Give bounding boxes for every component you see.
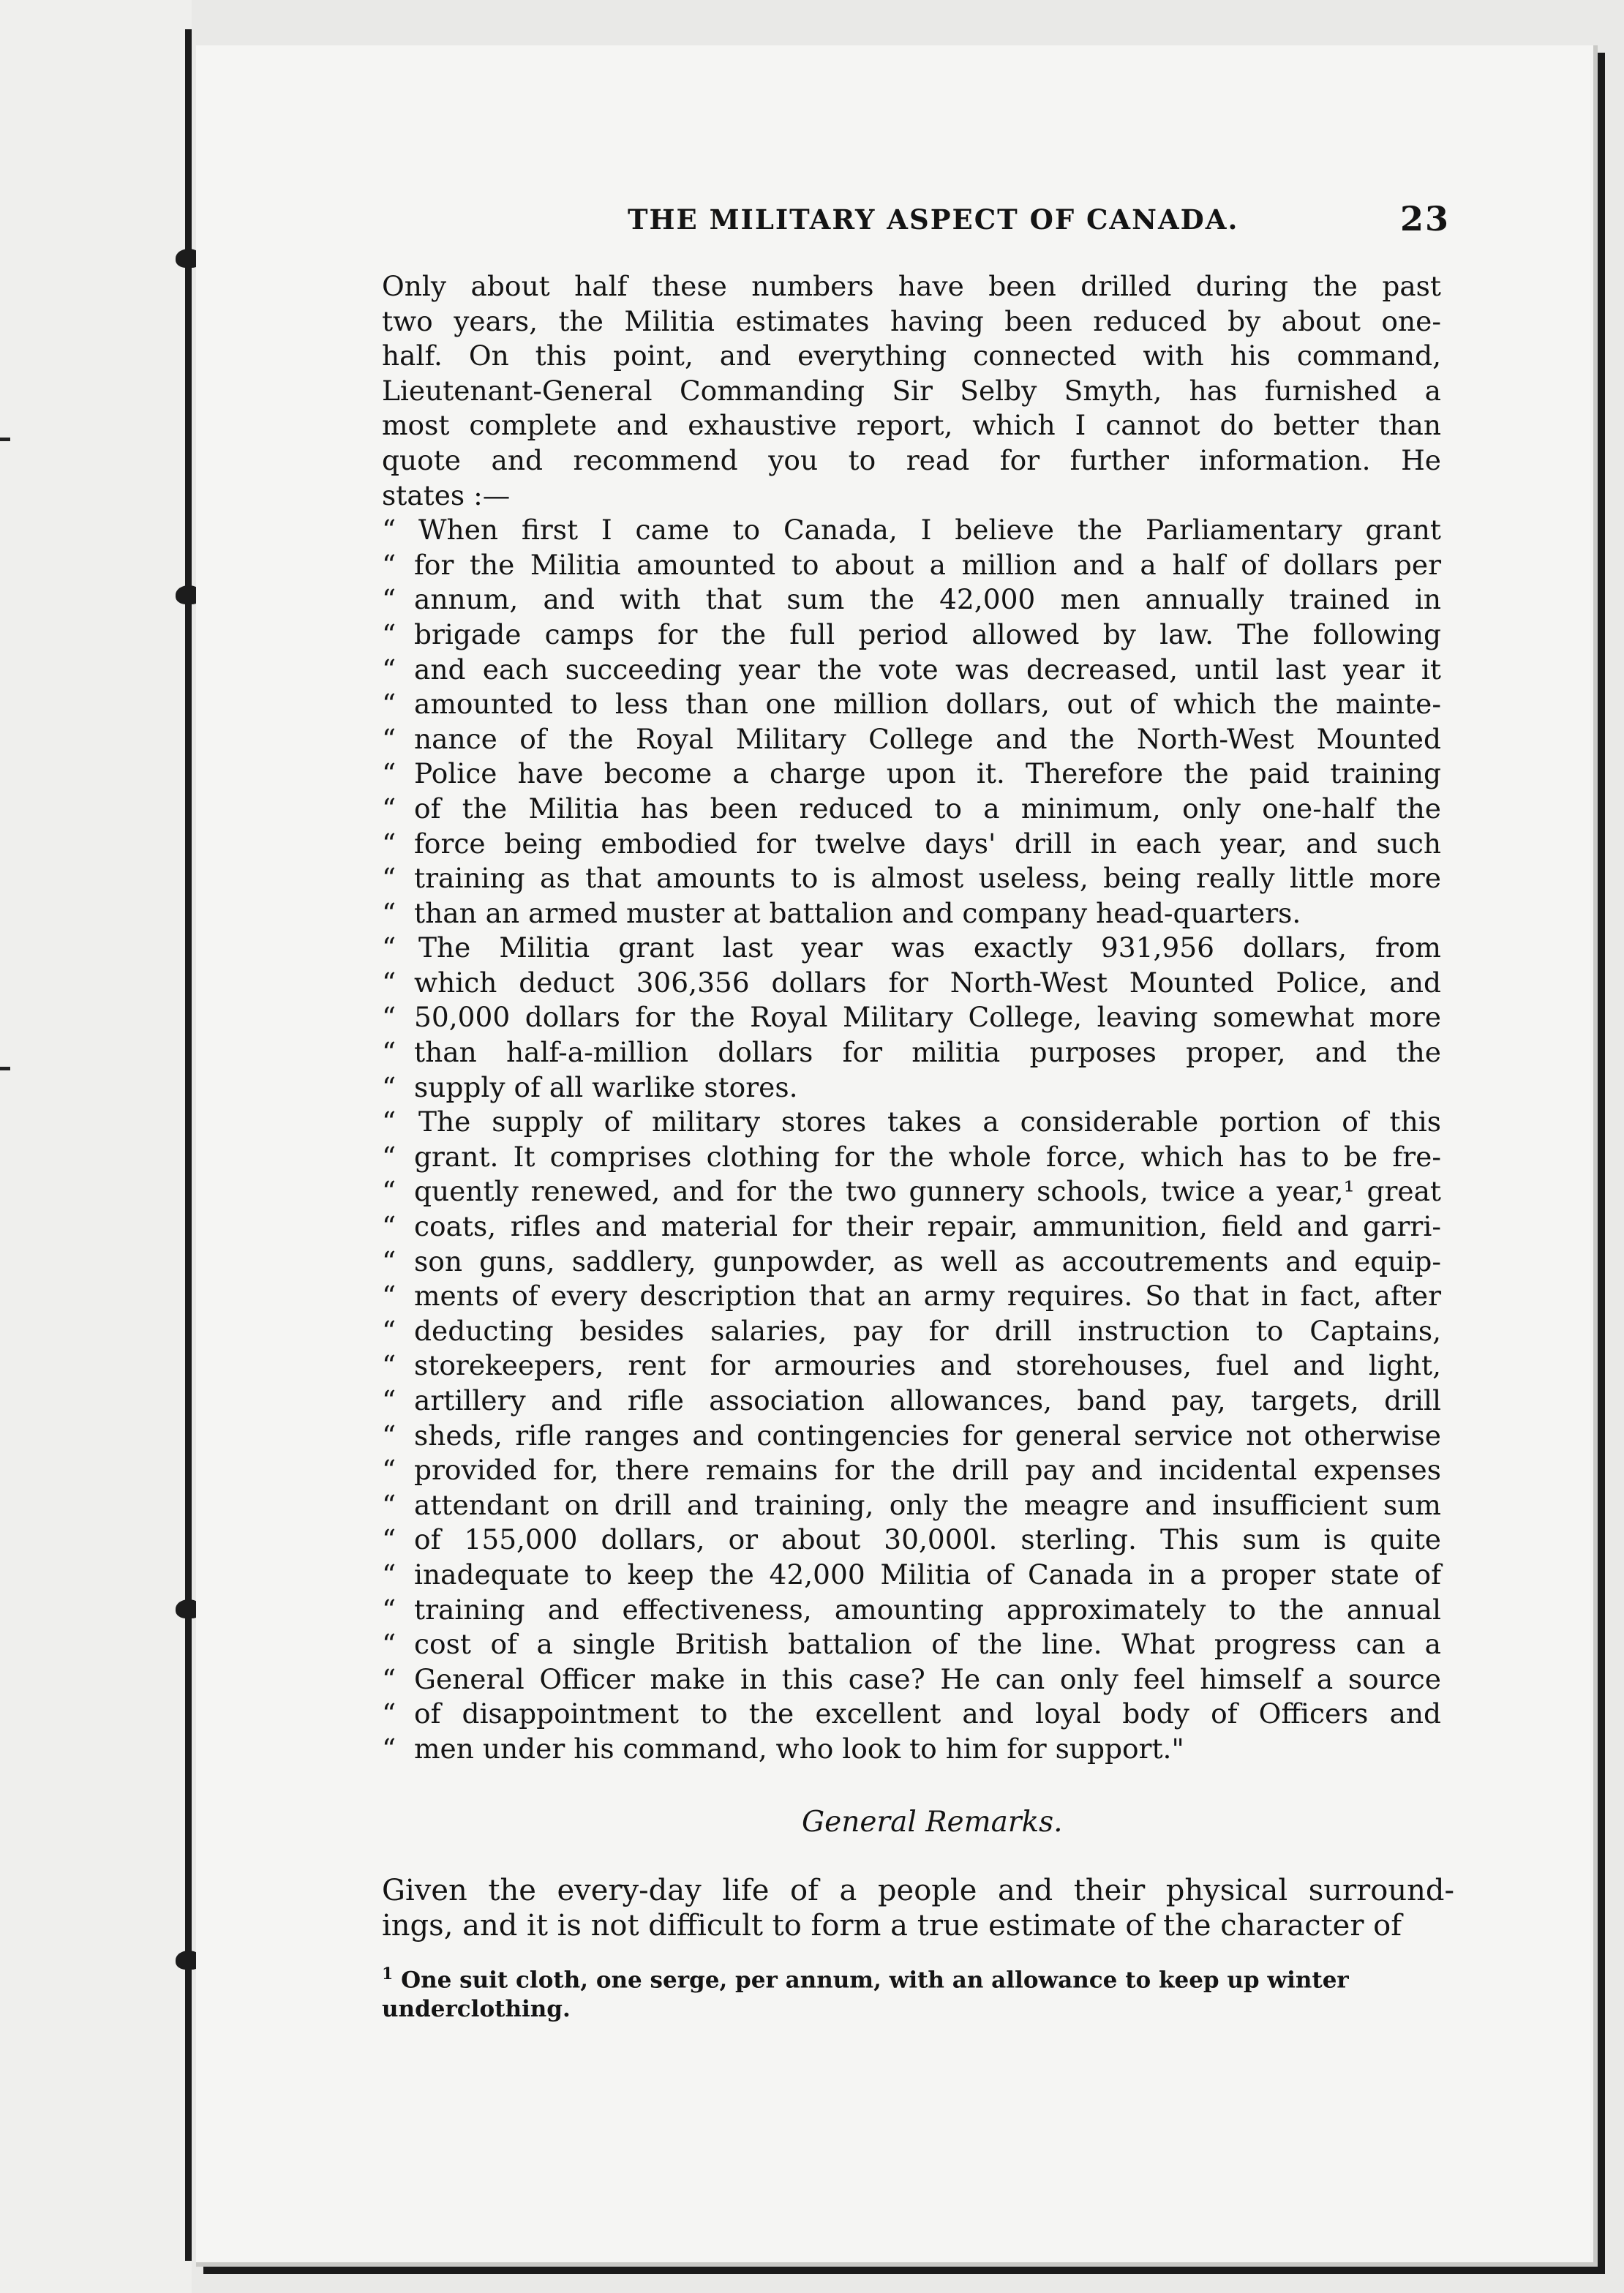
text-line — [382, 1662, 1441, 1697]
text-line — [382, 1035, 1441, 1070]
line-text: Lieutenant-General Commanding Sir Selby Smyth, has furnished a — [382, 374, 1441, 407]
quote-mark: “ — [382, 827, 396, 860]
line-text: than half-a-million dollars for militia purposes proper, and the — [414, 1036, 1441, 1069]
quote-mark: “ — [382, 618, 396, 650]
quotation-paragraph — [382, 1105, 1441, 1766]
footnote-text: One suit cloth, one serge, per annum, with an allowance to keep up winter underclothing. — [382, 1967, 1349, 2023]
line-text: quote and recommend you to read for further information. He — [382, 443, 1441, 476]
line-text: for the Militia amounted to about a million and a half of dollars per — [414, 548, 1441, 581]
quote-mark: “ — [382, 1140, 396, 1173]
line-text: ments of every description that an army requires. So that in fact, after — [414, 1280, 1441, 1313]
line-text: most complete and exhaustive report, which I cannot do better than — [382, 409, 1441, 442]
text-line — [382, 827, 1441, 862]
quote-mark: “ — [382, 896, 396, 929]
text-line — [382, 1523, 1441, 1558]
text-line — [382, 1314, 1441, 1349]
line-text: force being embodied for twelve days' drill in each year, and such — [414, 827, 1441, 860]
line-text: of the Militia has been reduced to a minimum, only one-half the — [414, 792, 1441, 825]
quote-mark: “ — [382, 792, 396, 825]
quote-mark: “ — [382, 1175, 396, 1208]
text-line — [382, 374, 1441, 409]
line-text: The supply of military stores takes a considerable portion of this — [418, 1106, 1441, 1138]
quote-mark: “ — [382, 1419, 396, 1452]
text-line — [382, 1873, 1454, 1908]
line-text: sheds, rifle ranges and contingencies for general service not otherwise — [414, 1419, 1441, 1452]
text-line — [382, 1558, 1441, 1593]
line-text: amounted to less than one million dollars, out of which the mainte- — [414, 688, 1441, 721]
text-line — [382, 1174, 1441, 1209]
quote-mark: “ — [382, 1488, 396, 1521]
quote-mark: “ — [382, 1628, 396, 1661]
quote-mark: “ — [382, 548, 396, 581]
quote-mark: “ — [382, 1036, 396, 1069]
line-text: son guns, saddlery, gunpowder, as well as accoutrements and equip- — [414, 1245, 1441, 1277]
text-line — [382, 339, 1441, 374]
quote-mark: “ — [382, 1732, 396, 1765]
text-line — [382, 408, 1441, 443]
facing-page-edge — [0, 0, 192, 2293]
line-text: and each succeeding year the vote was decreased, until last year it — [414, 653, 1441, 686]
footnote — [382, 1959, 1454, 2024]
section-heading: General Remarks. — [802, 1806, 1063, 1839]
line-text: Police have become a charge upon it. Therefore the paid training — [414, 757, 1441, 790]
line-text: storekeepers, rent for armouries and storehouses, fuel and light, — [414, 1349, 1441, 1382]
line-text: ings, and it is not difficult to form a true estimate of the character of — [382, 1908, 1402, 1943]
text-line — [382, 618, 1441, 653]
quote-mark: “ — [382, 1697, 396, 1730]
quote-mark: “ — [382, 1106, 396, 1138]
footnote-marker: 1 — [382, 1964, 394, 1984]
line-text: The Militia grant last year was exactly 931,956 dollars, from — [418, 931, 1441, 964]
text-line — [382, 966, 1441, 1001]
quote-mark: “ — [382, 722, 396, 755]
quote-mark: “ — [382, 1280, 396, 1313]
line-text: men under his command, who look to him for support." — [414, 1732, 1184, 1765]
quote-mark: “ — [382, 1245, 396, 1277]
page-header — [0, 199, 1451, 247]
line-text: half. On this point, and everything connected with his command, — [382, 339, 1441, 372]
quote-mark: “ — [382, 1210, 396, 1243]
text-line — [382, 1908, 1454, 1943]
page-number: 23 — [1400, 199, 1451, 239]
line-text: of disappointment to the excellent and loyal body of Officers and — [414, 1697, 1441, 1730]
text-line — [382, 1488, 1441, 1523]
text-line — [382, 653, 1441, 688]
text-line — [382, 1697, 1441, 1732]
edge-mark — [0, 438, 10, 441]
line-text: inadequate to keep the 42,000 Militia of Canada in a proper state of — [414, 1558, 1441, 1591]
quote-mark: “ — [382, 1070, 396, 1103]
text-line — [382, 582, 1441, 618]
quote-mark: “ — [382, 1454, 396, 1487]
text-line — [382, 269, 1441, 304]
quote-mark: “ — [382, 757, 396, 790]
quote-mark: “ — [382, 1314, 396, 1347]
line-text: provided for, there remains for the drill pay and incidental expenses — [414, 1454, 1441, 1487]
quote-mark: “ — [382, 514, 396, 547]
quote-mark: “ — [382, 583, 396, 616]
text-line — [382, 757, 1441, 792]
book-spine-gutter — [185, 29, 192, 2261]
quote-mark: “ — [382, 1662, 396, 1695]
quote-mark: “ — [382, 1001, 396, 1034]
running-title: THE MILITARY ASPECT OF CANADA. — [628, 203, 1239, 236]
text-line — [382, 896, 1441, 931]
quote-mark: “ — [382, 1349, 396, 1382]
line-text: attendant on drill and training, only the meagre and insufficient sum — [414, 1488, 1441, 1521]
line-text: Given the every-day life of a people and their physical surround- — [382, 1874, 1454, 1907]
text-line — [382, 1105, 1441, 1140]
text-line — [382, 1419, 1441, 1454]
text-line — [382, 1384, 1441, 1419]
paragraph-general-remarks — [382, 1873, 1454, 1943]
line-text: grant. It comprises clothing for the whole force, which has to be fre- — [414, 1140, 1441, 1173]
quotation-paragraph — [382, 513, 1441, 931]
paragraph-intro — [382, 269, 1441, 513]
body-text — [382, 269, 1441, 1767]
line-text: of 155,000 dollars, or about 30,000l. sterling. This sum is quite — [414, 1523, 1441, 1556]
text-line — [382, 443, 1441, 479]
line-text: nance of the Royal Military College and the North-West Mounted — [414, 722, 1441, 755]
edge-mark — [0, 1067, 10, 1070]
text-line — [382, 1627, 1441, 1662]
quote-mark: “ — [382, 1558, 396, 1591]
line-text: General Officer make in this case? He can only feel himself a source — [414, 1662, 1441, 1695]
text-line — [382, 931, 1441, 966]
line-text: which deduct 306,356 dollars for North-West Mounted Police, and — [414, 966, 1441, 999]
text-line — [382, 687, 1441, 722]
line-text: supply of all warlike stores. — [414, 1070, 798, 1103]
quote-mark: “ — [382, 653, 396, 686]
quote-mark: “ — [382, 1593, 396, 1626]
quote-mark: “ — [382, 688, 396, 721]
line-text: training as that amounts to is almost useless, being really little more — [414, 862, 1441, 895]
quote-mark: “ — [382, 966, 396, 999]
quote-mark: “ — [382, 1384, 396, 1416]
text-line — [382, 479, 1441, 514]
text-line — [382, 1070, 1441, 1106]
text-line — [382, 1732, 1441, 1767]
text-line — [382, 1245, 1441, 1280]
line-text: two years, the Militia estimates having been reduced by about one- — [382, 304, 1441, 337]
line-text: 50,000 dollars for the Royal Military College, leaving somewhat more — [414, 1001, 1441, 1034]
line-text: Only about half these numbers have been drilled during the past — [382, 270, 1441, 302]
line-text: coats, rifles and material for their repair, ammunition, field and garri- — [414, 1210, 1441, 1243]
text-line — [382, 1279, 1441, 1314]
line-text: than an armed muster at battalion and company head-quarters. — [414, 896, 1301, 929]
text-line — [382, 1453, 1441, 1488]
quote-mark: “ — [382, 931, 396, 964]
line-text: annum, and with that sum the 42,000 men annually trained in — [414, 583, 1441, 616]
line-text: training and effectiveness, amounting approximately to the annual — [414, 1593, 1441, 1626]
line-text: brigade camps for the full period allowed by law. The following — [414, 618, 1441, 650]
text-line — [382, 304, 1441, 339]
text-line — [382, 1140, 1441, 1175]
text-line — [382, 513, 1441, 548]
line-text: quently renewed, and for the two gunnery schools, twice a year,¹ great — [414, 1175, 1441, 1208]
text-line — [382, 861, 1441, 896]
text-line — [382, 792, 1441, 827]
quote-mark: “ — [382, 862, 396, 895]
line-text: deducting besides salaries, pay for drill instruction to Captains, — [414, 1314, 1441, 1347]
line-text: states :— — [382, 479, 511, 511]
line-text: When first I came to Canada, I believe the Parliamentary grant — [418, 514, 1441, 547]
quotation-paragraph — [382, 931, 1441, 1105]
line-text: artillery and rifle association allowances, band pay, targets, drill — [414, 1384, 1441, 1416]
text-line — [382, 548, 1441, 583]
text-line — [382, 1209, 1441, 1245]
text-line — [382, 1593, 1441, 1628]
text-line — [382, 1000, 1441, 1035]
quote-mark: “ — [382, 1523, 396, 1556]
line-text: cost of a single British battalion of the line. What progress can a — [414, 1628, 1441, 1661]
text-line — [382, 1348, 1441, 1384]
text-line — [382, 722, 1441, 757]
